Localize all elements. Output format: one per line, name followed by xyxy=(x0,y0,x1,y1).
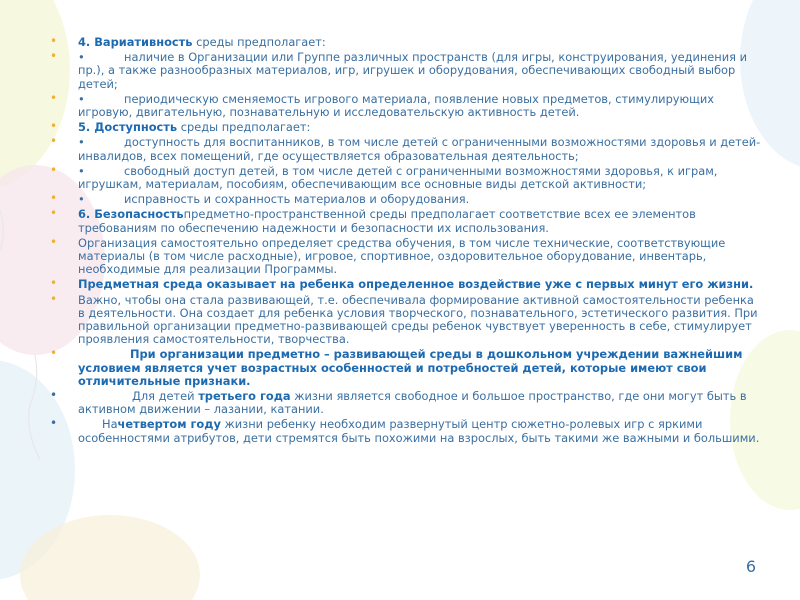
inline-bullet: • xyxy=(78,135,85,150)
bullet-icon: • xyxy=(50,346,58,361)
section-heading: 5. Доступность xyxy=(78,120,178,135)
item-text: Важно, чтобы она стала развивающей, т.е. обеспечивала формирование активной самостоятельности ребенка в деятельности. Она создает для ребенка условия творческого, познавательного, эстетического развития. При правильной организации предметно-развивающей среды ребенок чувствует уверенность в себе, стимулирует проявления самостоятельности, творчества. xyxy=(78,292,758,347)
list-item xyxy=(44,90,762,120)
list-item xyxy=(44,193,762,206)
list-item xyxy=(44,51,762,91)
item-text: жизни является свободное и большое пространство, где они могут быть в активном движении – лазании, катании. xyxy=(78,389,747,417)
item-text: наличие в Организации или Группе различных пространств (для игры, конструирования, уединения и пр.), а также разнообразных материалов, игр, игрушек и оборудования, обеспечивающих свободный выбор детей; xyxy=(78,50,748,91)
list-item xyxy=(44,162,762,192)
bullet-icon: • xyxy=(50,416,58,431)
bullet-icon: • xyxy=(50,191,58,206)
bullet-icon: • xyxy=(50,291,58,306)
inline-bullet: • xyxy=(78,50,85,65)
item-text: среды предполагает: xyxy=(192,35,326,49)
inline-bullet: • xyxy=(78,192,85,207)
item-text: предметно-пространственной среды предполагает соответствие всех ее элементов требованиям по обеспечению надежности и безопасности их использования. xyxy=(78,207,696,235)
list-item xyxy=(44,418,762,444)
bullet-icon: • xyxy=(50,49,58,64)
bullet-icon: • xyxy=(50,234,58,249)
item-text-bold: третьего года xyxy=(198,389,291,404)
item-text: свободный доступ детей, в том числе детей с ограниченными возможностями здоровья, к играм, игрушкам, материалам, пособиям, обеспечивающим все основные виды детской активности; xyxy=(78,163,718,192)
item-text: доступность для воспитанников, в том числе детей с ограниченными возможностями здоровья и детей-инвалидов, всех помещений, где осуществляется образовательная деятельность; xyxy=(78,135,761,163)
item-text: жизни ребенку необходим развернутый центр сюжетно-ролевых игр с яркими особенностями атрибутов, дети стремятся быть похожими на взрослых, быть такими же важными и большими. xyxy=(78,417,760,445)
item-text-before: На xyxy=(102,417,118,432)
list-item xyxy=(44,390,762,416)
bullet-icon: • xyxy=(50,206,58,221)
page-number: 6 xyxy=(745,557,756,576)
bullet-icon: • xyxy=(50,90,58,105)
list-item xyxy=(44,121,762,134)
bullet-icon: • xyxy=(50,134,58,149)
list-item xyxy=(44,278,762,291)
bullet-icon: • xyxy=(50,388,58,403)
item-text: периодическую сменяемость игрового материала, появление новых предметов, стимулирующих игровую, двигательную, познавательную и исследовательскую активность детей. xyxy=(78,91,715,120)
list-item xyxy=(44,36,762,49)
bullet-icon: • xyxy=(50,119,58,134)
section-heading: 6. Безопасность xyxy=(78,207,184,222)
inline-bullet: • xyxy=(78,163,85,178)
item-text-bold: При организации предметно – развивающей среды в дошкольном учреждении важнейшим условием является учет возрастных особенностей и потребностей детей, которые имеют свои отличительные признаки. xyxy=(78,347,743,388)
list-item xyxy=(44,136,762,162)
bullet-icon: • xyxy=(50,276,58,291)
inline-bullet: • xyxy=(78,91,85,106)
bullet-icon: • xyxy=(50,162,58,177)
item-text: Организация самостоятельно определяет средства обучения, в том числе технические, соответствующие материалы (в том числе расходные), игровое, спортивное, оздоровительное оборудование, инвентарь, необходимые для реализации Программы. xyxy=(78,235,726,277)
list-item xyxy=(44,234,762,277)
bullet-icon: • xyxy=(50,34,58,48)
item-text-before: Для детей xyxy=(132,389,199,404)
item-text-bold: четвертом году xyxy=(117,417,221,432)
list-item xyxy=(44,291,762,347)
list-item xyxy=(44,208,762,234)
section-heading: 4. Вариативность xyxy=(78,35,193,49)
item-text-bold: Предметная среда оказывает на ребенка определенное воздействие уже с первых минут его жизни. xyxy=(78,277,754,292)
slide-body xyxy=(44,36,762,447)
list-item xyxy=(44,348,762,388)
item-text: исправность и сохранность материалов и оборудования. xyxy=(124,192,470,207)
item-text: среды предполагает: xyxy=(177,120,311,135)
